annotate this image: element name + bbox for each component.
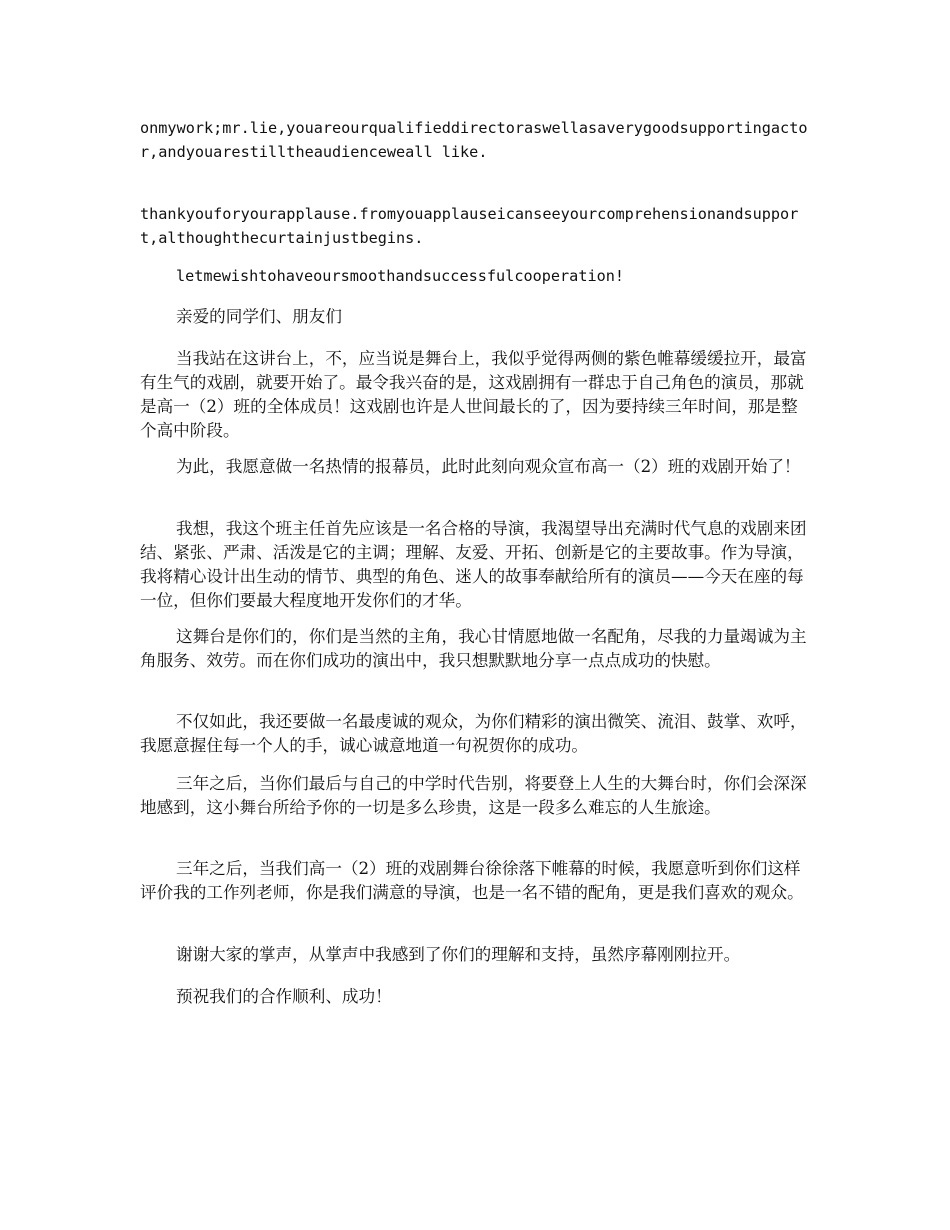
paragraph-three-years-2: 三年之后，当我们高一（2）班的戏剧舞台徐徐落下帷幕的时候，我愿意听到你们这样评价我的工作列老师，你是我们满意的导演，也是一名不错的配角，更是我们喜欢的观众。 xyxy=(140,859,804,902)
paragraph-three-years-1: 三年之后，当你们最后与自己的中学时代告别，将要登上人生的大舞台时，你们会深深地感到，这小舞台所给予你的一切是多么珍贵，这是一段多么难忘的人生旅途。 xyxy=(140,774,807,817)
paragraph-director: 我想，我这个班主任首先应该是一名合格的导演，我渴望导出充满时代气息的戏剧来团结、紧张、严肃、活泼是它的主调；理解、友爱、开拓、创新是它的主要故事。作为导演，我将精心设计出生动的情节、典型的角色、迷人的故事奉献给所有的演员——今天在座的每一位，但你们要最大程度地开发你们的才华。 xyxy=(140,519,807,610)
paragraph-thanks: 谢谢大家的掌声，从掌声中我感到了你们的理解和支持，虽然序幕刚刚拉开。 xyxy=(176,945,741,964)
paragraph-english-3: letmewishtohaveoursmoothandsuccessfulcooperation! xyxy=(176,267,625,285)
paragraph-english-1: onmywork;mr.lie,youareourqualifieddirectoraswellasaverygoodsupportingactor,andyouarestilltheaudienceweall like. xyxy=(140,119,808,161)
paragraph-audience: 不仅如此，我还要做一名最虔诚的观众，为你们精彩的演出微笑、流泪、鼓掌、欢呼，我愿意握住每一个人的手，诚心诚意地道一句祝贺你的成功。 xyxy=(140,712,807,755)
paragraph-stage-opening: 当我站在这讲台上，不，应当说是舞台上，我似乎觉得两侧的紫色帷幕缓缓拉开，最富有生气的戏剧，就要开始了。最令我兴奋的是，这戏剧拥有一群忠于自己角色的演员，那就是高一（2）班的全体成员！这戏剧也许是人世间最长的了，因为要持续三年时间，那是整个高中阶段。 xyxy=(140,349,807,440)
paragraph-supporting-role: 这舞台是你们的，你们是当然的主角，我心甘情愿地做一名配角，尽我的力量竭诚为主角服务、效劳。而在你们成功的演出中，我只想默默地分享一点点成功的快慰。 xyxy=(140,627,807,670)
paragraph-closing: 预祝我们的合作顺利、成功！ xyxy=(176,987,392,1006)
paragraph-greeting: 亲爱的同学们、朋友们 xyxy=(176,307,342,326)
paragraph-announcer: 为此，我愿意做一名热情的报幕员，此时此刻向观众宣布高一（2）班的戏剧开始了！ xyxy=(176,457,801,476)
paragraph-english-2: thankyouforyourapplause.fromyouapplauseicanseeyourcomprehensionandsupport,althoughthecurtainjustbegins. xyxy=(140,205,799,247)
